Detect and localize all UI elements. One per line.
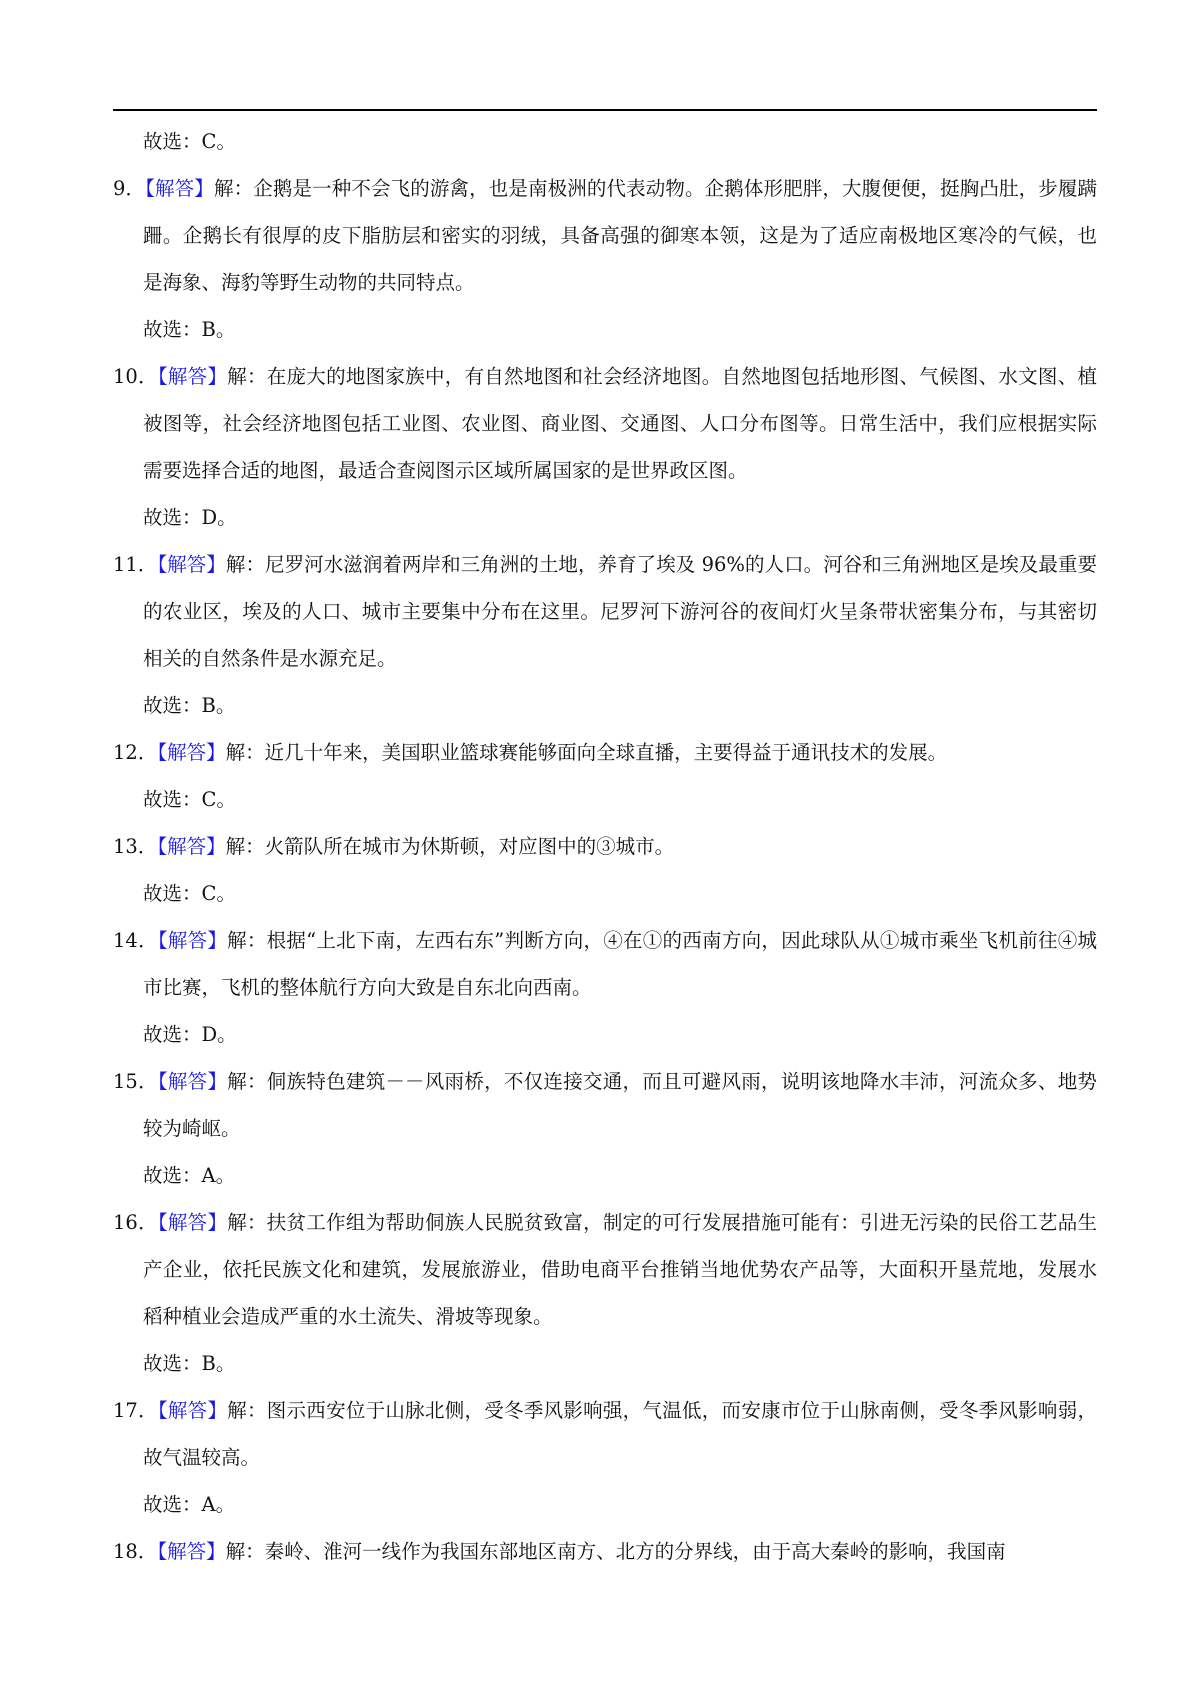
answer-value: B。	[201, 318, 236, 341]
answer-label: 故选：	[143, 1164, 202, 1187]
solution-text: 解：火箭队所在城市为休斯顿，对应图中的③城市。	[225, 835, 675, 858]
answer-label: 故选：	[143, 1352, 202, 1375]
answer-item	[113, 729, 1097, 823]
answer-label: 故选：	[143, 694, 202, 717]
solution-text: 解：扶贫工作组为帮助侗族人民脱贫致富，制定的可行发展措施可能有：引进无污染的民俗工艺品生产企业，依托民族文化和建筑，发展旅游业，借助电商平台推销当地优势农产品等，大面积开垦荒地，发展水稻种植业会造成严重的水土流失、滑坡等现象。	[143, 1211, 1097, 1328]
answer-item	[113, 1387, 1097, 1528]
solution-paragraph	[113, 1528, 1097, 1575]
solution-text: 解：秦岭、淮河一线作为我国东部地区南方、北方的分界线，由于高大秦岭的影响，我国南	[225, 1540, 1006, 1563]
answer-item	[113, 917, 1097, 1058]
answer-value: B。	[201, 694, 236, 717]
question-number: 12．	[113, 741, 158, 764]
solution-tag: 【解答】	[157, 929, 228, 952]
answer-value: C。	[201, 882, 236, 905]
answer-label: 故选：	[143, 1493, 202, 1516]
answer-label: 故选：	[143, 130, 202, 153]
solution-tag: 【解答】	[157, 1211, 228, 1234]
question-number: 13．	[113, 835, 158, 858]
solution-paragraph	[113, 823, 1097, 870]
answer-line	[113, 1481, 1097, 1528]
solution-text: 解：在庞大的地图家族中，有自然地图和社会经济地图。自然地图包括地形图、气候图、水文图、植被图等，社会经济地图包括工业图、农业图、商业图、交通图、人口分布图等。日常生活中，我们应根据实际需要选择合适的地图，最适合查阅图示区域所属国家的是世界政区图。	[143, 365, 1097, 482]
question-number: 16．	[113, 1211, 158, 1234]
answer-value: B。	[201, 1352, 236, 1375]
solution-text: 解：根据“上北下南，左西右东”判断方向，④在①的西南方向，因此球队从①城市乘坐飞机前往④城市比赛，飞机的整体航行方向大致是自东北向西南。	[143, 929, 1097, 999]
question-number: 10．	[113, 365, 158, 388]
answer-label: 故选：	[143, 506, 202, 529]
question-number: 9．	[113, 177, 146, 200]
solution-text: 解：图示西安位于山脉北侧，受冬季风影响强，气温低，而安康市位于山脉南侧，受冬季风影响弱，故气温较高。	[143, 1399, 1097, 1469]
answer-value: C。	[201, 788, 236, 811]
answer-item	[113, 1199, 1097, 1387]
question-number: 17．	[113, 1399, 158, 1422]
answer-label: 故选：	[143, 1023, 202, 1046]
solution-paragraph	[113, 165, 1097, 306]
answer-item	[113, 1058, 1097, 1199]
answer-item	[113, 165, 1097, 353]
solution-tag: 【解答】	[157, 1399, 228, 1422]
solution-tag: 【解答】	[157, 553, 226, 576]
solution-text: 解：尼罗河水滋润着两岸和三角洲的土地，养育了埃及 96%的人口。河谷和三角洲地区是埃及最重要的农业区，埃及的人口、城市主要集中分布在这里。尼罗河下游河谷的夜间灯火呈条带状密集分布，与其密切相关的自然条件是水源充足。	[143, 553, 1097, 670]
answer-label: 故选：	[143, 318, 202, 341]
answer-line	[113, 1152, 1097, 1199]
solution-tag: 【解答】	[157, 741, 226, 764]
solution-tag: 【解答】	[157, 1540, 226, 1563]
solution-text: 解：近几十年来，美国职业篮球赛能够面向全球直播，主要得益于通讯技术的发展。	[225, 741, 948, 764]
answer-line	[113, 1011, 1097, 1058]
answer-value: D。	[201, 1023, 237, 1046]
answer-value: A。	[201, 1493, 236, 1516]
solution-paragraph	[113, 917, 1097, 1011]
solution-paragraph	[113, 729, 1097, 776]
answer-value: A。	[201, 1164, 236, 1187]
answer-items	[113, 165, 1097, 1575]
solution-text: 解：企鹅是一种不会飞的游禽，也是南极洲的代表动物。企鹅体形肥胖，大腹便便，挺胸凸肚，步履蹒跚。企鹅长有很厚的皮下脂肪层和密实的羽绒，具备高强的御寒本领，这是为了适应南极地区寒冷的气候，也是海象、海豹等野生动物的共同特点。	[143, 177, 1097, 294]
solution-paragraph	[113, 353, 1097, 494]
answer-item	[113, 823, 1097, 917]
answer-item	[113, 353, 1097, 541]
answer-content	[113, 118, 1097, 1575]
solution-paragraph	[113, 1058, 1097, 1152]
answer-item	[113, 541, 1097, 729]
answer-line	[113, 306, 1097, 353]
solution-text: 解：侗族特色建筑－－风雨桥，不仅连接交通，而且可避风雨，说明该地降水丰沛，河流众多、地势较为崎岖。	[143, 1070, 1097, 1140]
solution-paragraph	[113, 1387, 1097, 1481]
solution-tag: 【解答】	[157, 835, 226, 858]
solution-paragraph	[113, 1199, 1097, 1340]
solution-tag: 【解答】	[145, 177, 214, 200]
answer-label: 故选：	[143, 788, 202, 811]
answer-line	[113, 494, 1097, 541]
answer-line	[113, 870, 1097, 917]
header-rule	[113, 109, 1097, 111]
answer-line	[113, 682, 1097, 729]
answer-line	[113, 118, 1097, 165]
answer-item	[113, 1528, 1097, 1575]
question-number: 15．	[113, 1070, 158, 1093]
answer-label: 故选：	[143, 882, 202, 905]
answer-line	[113, 776, 1097, 823]
question-number: 18．	[113, 1540, 158, 1563]
answer-value: C。	[201, 130, 236, 153]
solution-tag: 【解答】	[157, 365, 228, 388]
answer-line	[113, 1340, 1097, 1387]
solution-tag: 【解答】	[157, 1070, 228, 1093]
answer-value: D。	[201, 506, 237, 529]
question-number: 11．	[113, 553, 158, 576]
solution-paragraph	[113, 541, 1097, 682]
question-number: 14．	[113, 929, 158, 952]
